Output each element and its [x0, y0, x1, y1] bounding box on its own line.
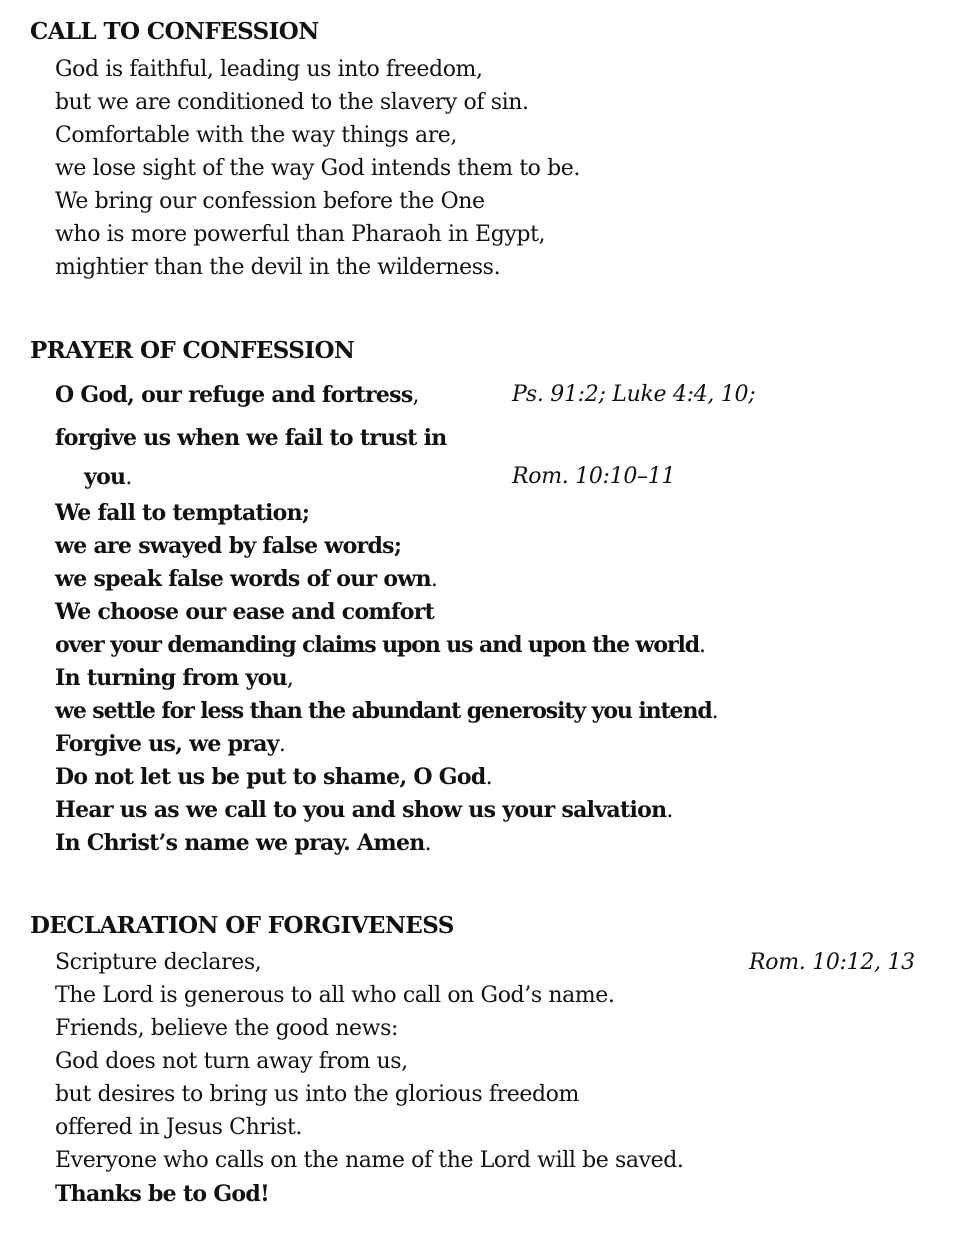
section-heading-prayer-of-confession: PRAYER OF CONFESSION	[30, 337, 355, 364]
prayer-line	[55, 797, 673, 823]
prayer-text: Do not let us be put to shame, O God	[55, 764, 486, 790]
prayer-punct: ,	[286, 666, 294, 691]
section-heading-call-to-confession: CALL TO CONFESSION	[30, 18, 319, 45]
scripture-reference: Rom. 10:10–11	[512, 464, 676, 489]
prayer-line	[55, 632, 705, 658]
prayer-punct: .	[711, 699, 718, 724]
call-line: we lose sight of the way God intends them to be.	[55, 156, 580, 181]
prayer-line	[84, 464, 132, 490]
call-line: Comfortable with the way things are,	[55, 123, 458, 148]
prayer-text: In Christ’s name we pray. Amen	[55, 830, 425, 856]
call-line: who is more powerful than Pharaoh in Egypt,	[55, 222, 546, 247]
declaration-line: offered in Jesus Christ.	[55, 1115, 303, 1140]
declaration-line: Scripture declares,	[55, 950, 262, 975]
prayer-punct: .	[278, 732, 286, 757]
call-line: but we are conditioned to the slavery of sin.	[55, 90, 529, 115]
scripture-reference: Rom. 10:12, 13	[749, 950, 915, 975]
prayer-line	[55, 500, 309, 526]
prayer-text: We choose our ease and comfort	[55, 599, 435, 625]
prayer-punct: .	[485, 765, 492, 790]
prayer-text: Forgive us, we pray	[55, 731, 279, 757]
declaration-response: Thanks be to God!	[55, 1181, 270, 1207]
declaration-line: The Lord is generous to all who call on God’s name.	[55, 983, 615, 1008]
prayer-text: we settle for less than the abundant generosity you intend	[55, 698, 712, 724]
call-line: We bring our confession before the One	[55, 189, 485, 214]
prayer-line	[55, 698, 718, 724]
prayer-line	[55, 764, 492, 790]
declaration-line: Everyone who calls on the name of the Lord will be saved.	[55, 1148, 684, 1173]
prayer-text: Hear us as we call to you and show us your salvation	[55, 797, 667, 823]
prayer-line	[55, 599, 434, 625]
declaration-line: Friends, believe the good news:	[55, 1016, 398, 1041]
prayer-text: We fall to temptation;	[55, 500, 310, 526]
prayer-text: forgive us when we fail to trust in	[55, 425, 447, 451]
prayer-line	[55, 566, 437, 592]
prayer-punct: .	[698, 633, 705, 658]
section-heading-declaration-of-forgiveness: DECLARATION OF FORGIVENESS	[30, 912, 454, 939]
prayer-punct: .	[424, 831, 431, 856]
prayer-line	[55, 830, 431, 856]
declaration-line: but desires to bring us into the glorious freedom	[55, 1082, 579, 1107]
declaration-line: God does not turn away from us,	[55, 1049, 408, 1074]
prayer-text: O God, our refuge and fortress	[55, 382, 413, 408]
call-line: God is faithful, leading us into freedom,	[55, 57, 483, 82]
prayer-line	[55, 382, 419, 408]
prayer-punct: .	[125, 465, 132, 490]
prayer-text: we speak false words of our own	[55, 566, 431, 592]
scripture-reference: Ps. 91:2; Luke 4:4, 10;	[512, 382, 756, 407]
prayer-line	[55, 533, 401, 559]
prayer-punct: .	[666, 798, 673, 823]
prayer-punct: .	[430, 567, 438, 592]
prayer-punct: ,	[412, 383, 419, 408]
prayer-text: In turning from you	[55, 665, 287, 691]
prayer-line	[55, 665, 293, 691]
prayer-text: you	[84, 464, 126, 490]
prayer-text: over your demanding claims upon us and upon the world	[55, 632, 699, 658]
prayer-line	[55, 425, 447, 451]
prayer-line	[55, 731, 285, 757]
call-line: mightier than the devil in the wilderness.	[55, 255, 501, 280]
prayer-text: we are swayed by false words;	[55, 533, 402, 559]
